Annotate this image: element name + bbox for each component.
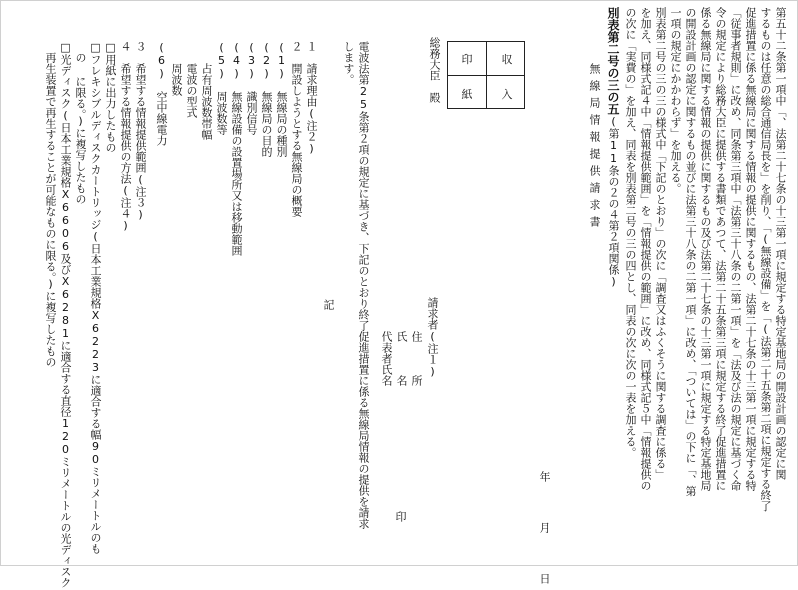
item-4: ４ 希望する情報提供の方法(注４) xyxy=(119,41,132,232)
date-label: 年 月 日 xyxy=(538,471,551,590)
beppyo-line-1: 別表第二号の三の三の様式中「下記のとおり」の次に「調査又はふくそうに関する調査に係る」 xyxy=(654,7,667,480)
stamp-char-2: 入 xyxy=(501,87,513,101)
amendment-line-5: 令の規定により総務大臣に提供する書類であつて、法第二十五条第三項に規定する終了促進措置に xyxy=(714,7,727,491)
item-2-6: (6) 空中線電力 xyxy=(155,41,168,146)
amendment-line-7: の開設計画の認定に関するもの並びに法第三十八条の二第一項」に改め、「ついては」の下に「、第 xyxy=(684,7,697,497)
item-2-5-b: 電波の型式 xyxy=(185,41,198,118)
item-2-5-c: 周波数 xyxy=(170,41,183,96)
amendment-line-3: 促進措置に係る無線局に関する情報の提供に関するもの、法第二十七条の十三第一項に規定する特 xyxy=(744,7,757,491)
addressee: 総務大臣 殿 xyxy=(428,37,441,103)
item-2-5-a: 占有周波数帯幅 xyxy=(200,41,213,140)
request-body-line-1: 電波法第25条第２項の規定に基づき、下記のとおり終了促進措置に係る無線局情報の提供を請求 xyxy=(357,41,370,529)
item-3: ３ 希望する情報提供範囲(注３) xyxy=(134,41,147,221)
beppyo-line-2: を加え、同様式記４中「情報提供範囲」を「情報提供の範囲」に改め、同様式記５中「情報提供の xyxy=(639,7,652,491)
item-2-1: (1) 無線局の種別 xyxy=(275,41,288,157)
item-1: １ 請求理由(注２) xyxy=(305,41,318,155)
item-2-5: (5) 周波数等 xyxy=(215,41,228,135)
amendment-line-1: 第五十二条第一項中「、法第二十七条の十三第一項に規定する特定基地局の開設計画の認定に関 xyxy=(774,7,787,480)
item-4-option-optical: □光ディスク(日本工業規格X6606及びX6281に適合する直径120ミリメートルの光ディスク xyxy=(59,41,72,588)
form-heading-note: (第11条の２の４第２項関係) xyxy=(607,115,620,288)
item-4-option-optical-cont: 再生装置で再生することが可能なものに限る。)に複写したもの xyxy=(44,41,57,368)
amendment-line-2: するものは任意の総合通信局長を」を削り、「(無線設備」を「(法第二十五条第二項に規定する終了 xyxy=(759,7,772,512)
item-2-3: (3) 識別信号 xyxy=(245,41,258,135)
stamp-char-3: 印 xyxy=(461,52,473,66)
seal-mark: 印 xyxy=(394,511,407,522)
stamp-char-1: 収 xyxy=(501,52,513,66)
revenue-stamp-box xyxy=(447,41,525,109)
beppyo-line-3: の次に「実費の」を加え、同表を別表第二号の三の四とし、同表の次に次の一表を加える。 xyxy=(624,7,637,458)
request-body-line-2: します。 xyxy=(342,41,355,85)
item-2-2: (2) 無線局の目的 xyxy=(260,41,273,157)
amendment-line-4: 「従事者規則」に改め、同条第三項中「法第三十八条の二第一項」を「法及び法の規定に基づく命 xyxy=(729,7,742,491)
form-heading-text: 別表第二号の三の五 xyxy=(606,7,620,115)
address-label: 住 所 xyxy=(410,331,423,386)
name-label: 氏 名 xyxy=(395,331,408,386)
amendment-line-6: 係る無線局に関する情報の提供に関するもの及び法第二十七条の十三第一項に規定する特定基地局 xyxy=(699,7,712,491)
item-2-4: (4) 無線設備の設置場所又は移動範囲 xyxy=(230,41,243,256)
item-4-option-floppy-cont: の に限る。)に複写したもの xyxy=(74,41,87,205)
rep-label: 代表者氏名 xyxy=(380,331,393,386)
requester-label: 請求者(注１) xyxy=(426,297,439,378)
amendment-line-8: 一項の規定にかかわらず」を加える。 xyxy=(669,7,682,194)
item-4-option-paper: □用紙に出力したもの xyxy=(104,41,117,153)
stamp-char-4: 紙 xyxy=(461,87,473,101)
form-title: 無線局情報提供請求書 xyxy=(588,63,601,233)
item-2: ２ 開設しようとする無線局の概要 xyxy=(290,41,303,217)
stamp-divider-v xyxy=(486,42,487,108)
item-4-option-floppy: □フレキシブルディスクカートリッジ(日本工業規格X6223に適合する幅90ミリメートルのも xyxy=(89,41,102,554)
ki-mark: 記 xyxy=(322,299,335,310)
form-heading xyxy=(606,7,620,288)
